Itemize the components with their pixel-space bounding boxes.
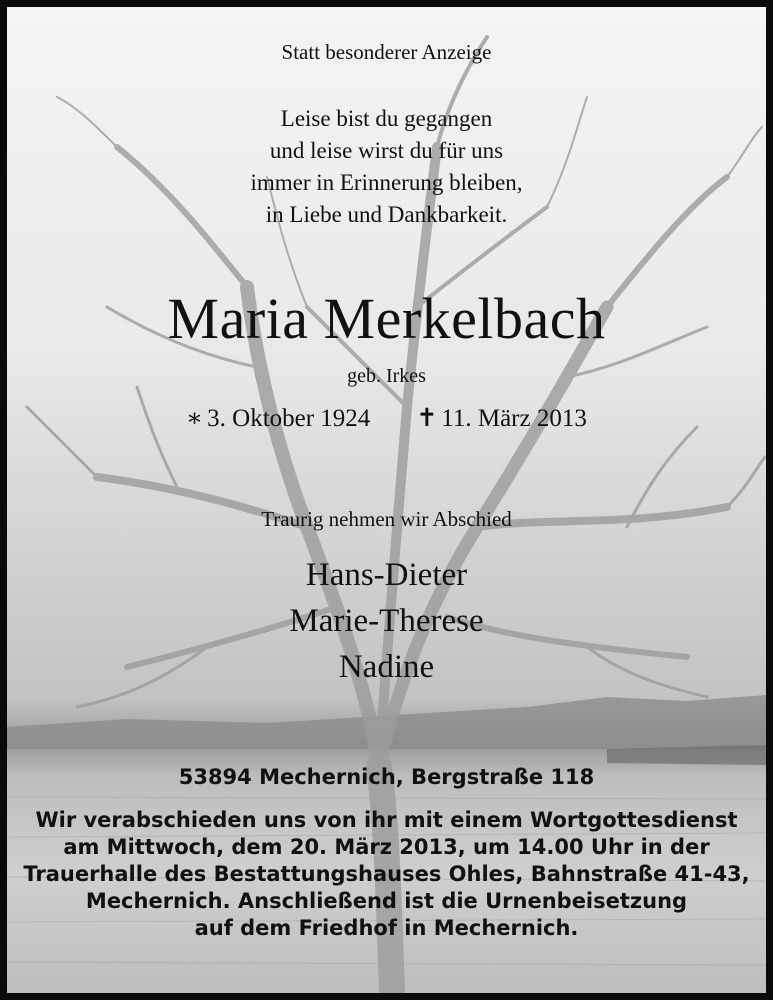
poem-line-2: und leise wirst du für uns	[269, 138, 504, 163]
family-name-3: Nadine	[338, 649, 435, 685]
deceased-name: Maria Merkelbach	[167, 286, 606, 351]
service-line-2: am Mittwoch, dem 20. März 2013, um 14.00 Uhr in der	[63, 835, 710, 859]
life-dates	[7, 403, 766, 433]
service-line-4: Mechernich. Anschließend ist die Urnenbeisetzung	[85, 889, 688, 913]
death-date: 11. März 2013	[441, 405, 587, 432]
service-line-1: Wir verabschieden uns von ihr mit einem Wortgottesdienst	[35, 808, 738, 832]
poem-line-4: in Liebe und Dankbarkeit.	[265, 202, 508, 227]
poem-line-3: immer in Erinnerung bleiben,	[250, 170, 523, 195]
service-line-3: Trauerhalle des Bestattungshauses Ohles, Bahnstraße 41-43,	[23, 862, 750, 886]
death-cross-icon: ✝	[416, 405, 438, 432]
family-name-1: Hans-Dieter	[305, 557, 468, 593]
birth-date: 3. Oktober 1924	[207, 405, 371, 432]
poem-line-1: Leise bist du gegangen	[280, 106, 493, 131]
birth-star-icon: ∗	[186, 405, 204, 432]
family-name-2: Marie-Therese	[289, 603, 484, 639]
header-line: Statt besonderer Anzeige	[281, 40, 492, 64]
notice-text	[7, 7, 766, 993]
address-line: 53894 Mechernich, Bergstraße 118	[178, 765, 595, 789]
maiden-name: geb. Irkes	[347, 365, 426, 387]
service-line-5: auf dem Friedhof in Mechernich.	[194, 916, 579, 940]
mourning-line: Traurig nehmen wir Abschied	[261, 507, 512, 531]
